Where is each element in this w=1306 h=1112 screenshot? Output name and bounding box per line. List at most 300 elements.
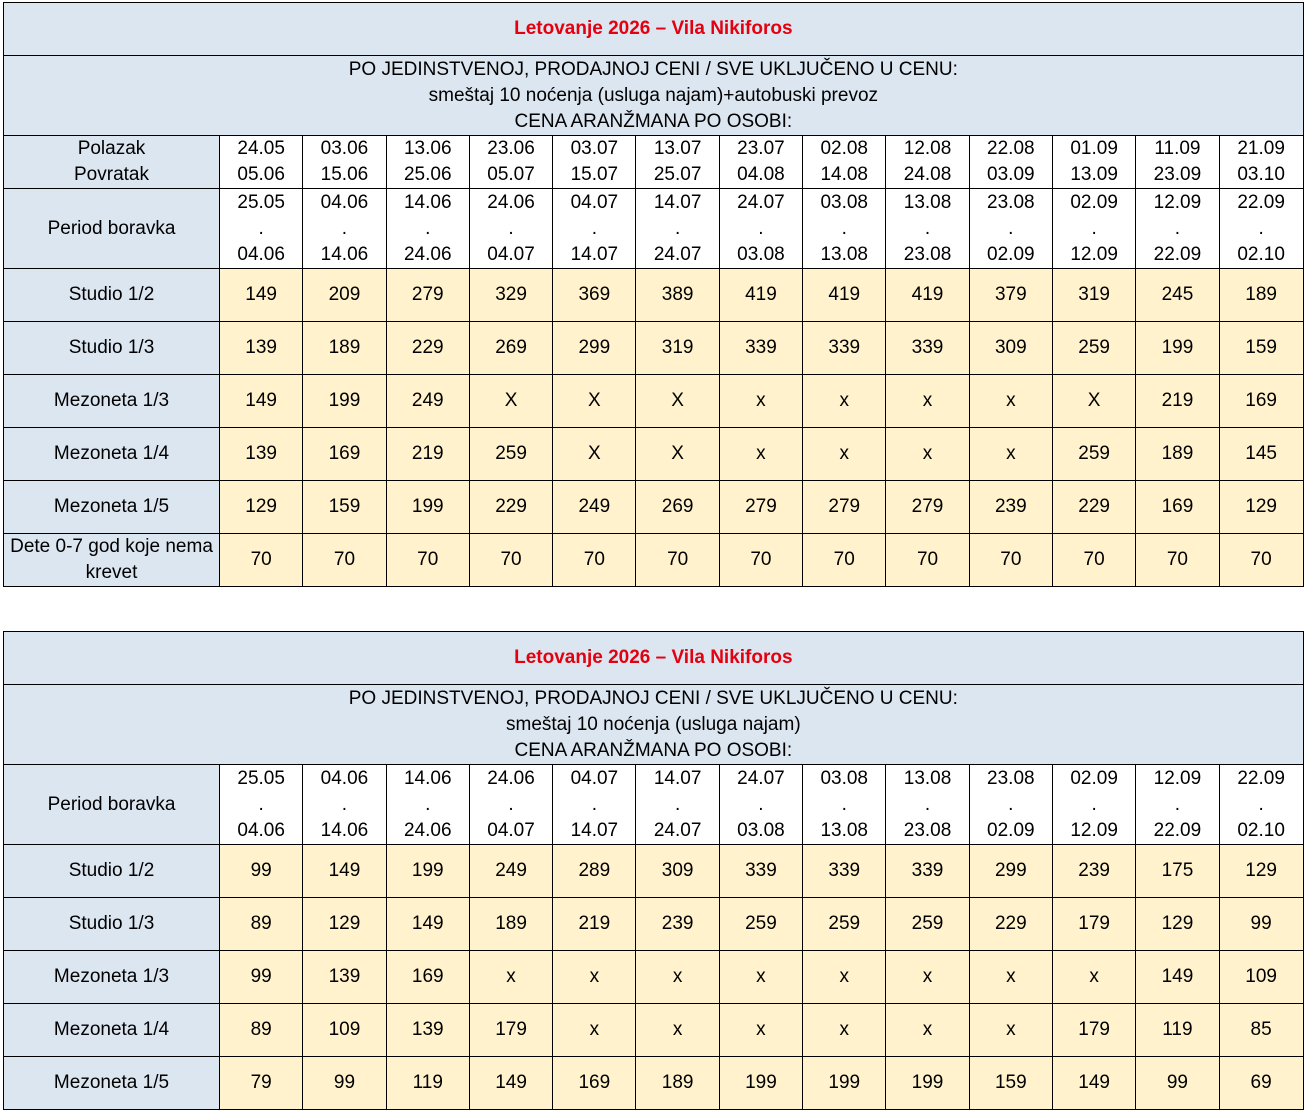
price-cell: 70: [803, 534, 886, 587]
period-from: 24.06: [487, 767, 535, 789]
price-cell: 229: [1052, 481, 1135, 534]
price-cell: 339: [803, 322, 886, 375]
return-label: Povratak: [74, 164, 149, 185]
table-title: Letovanje 2026 – Vila Nikiforos: [4, 632, 1304, 685]
departure-return-label: [4, 136, 220, 189]
table-row: [4, 1057, 1304, 1110]
period-to: 24.06: [403, 819, 452, 841]
room-type-label: Dete 0-7 god koje nema krevet: [4, 534, 220, 587]
departure-return-cell: [303, 136, 386, 189]
subtitle-line: PO JEDINSTVENOJ, PRODAJNOJ CENI / SVE UKLJUČENO U CENU:: [348, 58, 958, 80]
price-cell: 189: [1136, 428, 1219, 481]
price-cell: 70: [220, 534, 303, 587]
price-cell: 139: [386, 1004, 469, 1057]
price-cell: 259: [1052, 322, 1135, 375]
period-from: 03.08: [820, 191, 868, 213]
subtitle-line: smeštaj 10 noćenja (usluga najam): [506, 713, 801, 735]
room-type-label: Mezoneta 1/5: [4, 1057, 220, 1110]
price-cell: 70: [969, 534, 1052, 587]
price-cell: 229: [469, 481, 552, 534]
price-cell: 99: [1219, 898, 1303, 951]
price-cell: 70: [719, 534, 802, 587]
room-type-label: Mezoneta 1/3: [4, 951, 220, 1004]
period-cell: [636, 189, 719, 269]
departure-return-cell: [1219, 136, 1303, 189]
price-cell: 159: [303, 481, 386, 534]
return-date: 05.07: [487, 164, 535, 185]
period-cell: [719, 765, 802, 845]
room-type-label: Studio 1/3: [4, 322, 220, 375]
departure-date: 03.06: [320, 138, 369, 159]
price-cell: 149: [220, 269, 303, 322]
price-cell: 229: [386, 322, 469, 375]
price-cell: 129: [1219, 481, 1303, 534]
price-cell: 229: [969, 898, 1052, 951]
period-cell: [469, 765, 552, 845]
price-cell: 179: [1052, 1004, 1135, 1057]
period-to: 14.07: [570, 819, 619, 841]
period-cell: [1136, 189, 1219, 269]
period-cell: [303, 765, 386, 845]
price-cell: 339: [886, 845, 969, 898]
period-cell: [386, 189, 469, 269]
price-cell: 89: [220, 1004, 303, 1057]
price-cell: 175: [1136, 845, 1219, 898]
room-type-label: Studio 1/2: [4, 845, 220, 898]
period-to: 04.07: [487, 819, 535, 841]
period-separator: .: [758, 217, 764, 239]
period-label: Period boravka: [4, 765, 220, 845]
period-from: 22.09: [1237, 191, 1285, 213]
period-from: 14.07: [653, 767, 702, 789]
price-cell: 209: [303, 269, 386, 322]
departure-return-row: [4, 136, 1304, 189]
price-cell: 239: [1052, 845, 1135, 898]
price-cell: 149: [469, 1057, 552, 1110]
price-cell: 419: [886, 269, 969, 322]
price-cell: 299: [969, 845, 1052, 898]
price-cell: 139: [220, 428, 303, 481]
price-cell: 179: [1052, 898, 1135, 951]
period-cell: [886, 189, 969, 269]
price-cell: x: [803, 951, 886, 1004]
price-cell: 99: [303, 1057, 386, 1110]
price-cell: 269: [469, 322, 552, 375]
period-to: 24.07: [653, 819, 702, 841]
price-cell: 70: [469, 534, 552, 587]
price-cell: x: [636, 951, 719, 1004]
price-cell: x: [719, 1004, 802, 1057]
period-label: Period boravka: [4, 189, 220, 269]
price-cell: 199: [386, 845, 469, 898]
period-to: 02.10: [1237, 819, 1285, 841]
period-from: 13.08: [903, 191, 952, 213]
price-cell: 379: [969, 269, 1052, 322]
price-cell: 149: [220, 375, 303, 428]
price-cell: 339: [719, 845, 802, 898]
return-date: 15.06: [320, 164, 369, 185]
price-cell: 199: [886, 1057, 969, 1110]
period-separator: .: [1174, 217, 1181, 239]
room-type-label: Mezoneta 1/3: [4, 375, 220, 428]
price-cell: 279: [719, 481, 802, 534]
price-cell: 149: [303, 845, 386, 898]
price-cell: 189: [469, 898, 552, 951]
departure-label: Polazak: [77, 138, 146, 159]
price-cell: x: [969, 428, 1052, 481]
price-cell: 70: [1219, 534, 1303, 587]
price-cell: 199: [1136, 322, 1219, 375]
period-separator: .: [591, 793, 597, 815]
price-cell: 339: [886, 322, 969, 375]
period-separator: .: [591, 217, 597, 239]
price-cell: x: [636, 1004, 719, 1057]
period-separator: .: [674, 793, 681, 815]
period-to: 04.06: [237, 243, 285, 265]
price-cell: 279: [803, 481, 886, 534]
price-cell: 259: [469, 428, 552, 481]
return-date: 05.06: [237, 164, 285, 185]
period-to: 12.09: [1070, 819, 1118, 841]
price-cell: 79: [220, 1057, 303, 1110]
price-cell: 309: [969, 322, 1052, 375]
period-from: 25.05: [237, 767, 285, 789]
price-cell: 99: [220, 845, 303, 898]
table-row: [4, 845, 1304, 898]
table-row: [4, 322, 1304, 375]
subtitle-row: [4, 685, 1304, 765]
price-cell: 219: [1136, 375, 1219, 428]
price-cell: 119: [1136, 1004, 1219, 1057]
price-cell: x: [803, 428, 886, 481]
period-cell: [969, 765, 1052, 845]
table-subtitle: [4, 56, 1304, 136]
period-to: 24.06: [403, 243, 452, 265]
price-cell: 419: [719, 269, 802, 322]
price-cell: 339: [719, 322, 802, 375]
table-row: [4, 1004, 1304, 1057]
return-date: 23.09: [1153, 164, 1202, 185]
period-to: 14.07: [570, 243, 619, 265]
price-cell: 199: [803, 1057, 886, 1110]
period-separator: .: [1008, 793, 1014, 815]
price-cell: x: [969, 1004, 1052, 1057]
price-cell: 199: [719, 1057, 802, 1110]
room-type-label: Studio 1/3: [4, 898, 220, 951]
price-cell: X: [469, 375, 552, 428]
departure-date: 12.08: [903, 138, 952, 159]
period-cell: [386, 765, 469, 845]
price-cell: x: [886, 375, 969, 428]
price-cell: 70: [636, 534, 719, 587]
room-type-label: Mezoneta 1/5: [4, 481, 220, 534]
price-cell: 259: [886, 898, 969, 951]
price-cell: 169: [553, 1057, 636, 1110]
price-cell: 259: [719, 898, 802, 951]
period-from: 24.07: [737, 191, 785, 213]
departure-return-cell: [386, 136, 469, 189]
period-from: 22.09: [1237, 767, 1285, 789]
subtitle-line: smeštaj 10 noćenja (usluga najam)+autobuski prevoz: [428, 84, 879, 106]
return-date: 25.07: [653, 164, 702, 185]
period-row: [4, 765, 1304, 845]
price-cell: 70: [1052, 534, 1135, 587]
period-separator: .: [924, 217, 931, 239]
table-row: [4, 951, 1304, 1004]
price-cell: 129: [303, 898, 386, 951]
price-cell: 139: [303, 951, 386, 1004]
price-cell: X: [553, 375, 636, 428]
departure-date: 03.07: [570, 138, 619, 159]
price-cell: 389: [636, 269, 719, 322]
departure-date: 11.09: [1154, 138, 1201, 159]
period-to: 22.09: [1153, 243, 1202, 265]
price-cell: 189: [636, 1057, 719, 1110]
period-row: [4, 189, 1304, 269]
departure-date: 02.08: [820, 138, 868, 159]
price-cell: x: [1052, 951, 1135, 1004]
period-to: 03.08: [737, 243, 785, 265]
period-cell: [886, 765, 969, 845]
period-cell: [1219, 765, 1303, 845]
price-cell: 109: [1219, 951, 1303, 1004]
price-cell: x: [886, 1004, 969, 1057]
price-cell: 219: [386, 428, 469, 481]
table-row: [4, 269, 1304, 322]
period-to: 04.06: [237, 819, 285, 841]
period-separator: .: [1174, 793, 1181, 815]
return-date: 15.07: [570, 164, 619, 185]
price-cell: 159: [1219, 322, 1303, 375]
period-separator: .: [258, 793, 264, 815]
departure-date: 21.09: [1237, 138, 1285, 159]
price-cell: 129: [1136, 898, 1219, 951]
return-date: 03.10: [1237, 164, 1285, 185]
table-row: [4, 534, 1304, 587]
table-row: [4, 898, 1304, 951]
price-cell: 149: [1052, 1057, 1135, 1110]
price-cell: 319: [636, 322, 719, 375]
period-separator: .: [758, 793, 764, 815]
period-from: 14.06: [403, 767, 452, 789]
period-to: 02.09: [987, 243, 1035, 265]
price-cell: 249: [469, 845, 552, 898]
period-to: 24.07: [653, 243, 702, 265]
price-cell: 149: [386, 898, 469, 951]
price-cell: x: [969, 375, 1052, 428]
period-separator: .: [341, 217, 348, 239]
room-type-label: Studio 1/2: [4, 269, 220, 322]
period-from: 04.07: [570, 767, 619, 789]
period-separator: .: [1091, 217, 1097, 239]
period-cell: [1052, 189, 1135, 269]
price-cell: X: [553, 428, 636, 481]
table-row: [4, 428, 1304, 481]
table-subtitle: [4, 685, 1304, 765]
period-cell: [553, 765, 636, 845]
price-cell: 169: [1136, 481, 1219, 534]
price-cell: 70: [1136, 534, 1219, 587]
price-cell: 309: [636, 845, 719, 898]
period-from: 24.06: [487, 191, 535, 213]
period-cell: [1052, 765, 1135, 845]
table-row: [4, 481, 1304, 534]
price-cell: 89: [220, 898, 303, 951]
period-separator: .: [1258, 217, 1264, 239]
period-separator: .: [674, 217, 681, 239]
price-cell: 129: [1219, 845, 1303, 898]
period-cell: [969, 189, 1052, 269]
period-separator: .: [924, 793, 931, 815]
period-to: 22.09: [1153, 819, 1202, 841]
period-to: 04.07: [487, 243, 535, 265]
period-to: 14.06: [320, 243, 369, 265]
departure-date: 13.06: [403, 138, 452, 159]
departure-return-cell: [719, 136, 802, 189]
price-cell: 70: [886, 534, 969, 587]
period-from: 02.09: [1070, 767, 1118, 789]
period-cell: [469, 189, 552, 269]
period-cell: [220, 765, 303, 845]
departure-return-cell: [1136, 136, 1219, 189]
price-cell: 245: [1136, 269, 1219, 322]
period-separator: .: [841, 793, 847, 815]
price-cell: x: [553, 951, 636, 1004]
departure-return-cell: [1052, 136, 1135, 189]
price-cell: 339: [803, 845, 886, 898]
period-from: 03.08: [820, 767, 868, 789]
period-cell: [1136, 765, 1219, 845]
departure-date: 23.06: [487, 138, 535, 159]
price-cell: x: [803, 1004, 886, 1057]
return-date: 24.08: [903, 164, 952, 185]
price-cell: 369: [553, 269, 636, 322]
price-cell: 69: [1219, 1057, 1303, 1110]
departure-return-cell: [469, 136, 552, 189]
departure-return-cell: [803, 136, 886, 189]
room-type-label: Mezoneta 1/4: [4, 428, 220, 481]
price-cell: 70: [303, 534, 386, 587]
departure-date: 01.09: [1070, 138, 1118, 159]
period-cell: [303, 189, 386, 269]
price-cell: x: [719, 951, 802, 1004]
return-date: 25.06: [403, 164, 452, 185]
subtitle-row: [4, 56, 1304, 136]
price-cell: 279: [886, 481, 969, 534]
period-from: 14.06: [403, 191, 452, 213]
price-cell: 99: [220, 951, 303, 1004]
subtitle-line: PO JEDINSTVENOJ, PRODAJNOJ CENI / SVE UKLJUČENO U CENU:: [348, 687, 958, 709]
price-cell: 239: [636, 898, 719, 951]
departure-date: 24.05: [237, 138, 285, 159]
price-cell: 189: [303, 322, 386, 375]
price-cell: 249: [386, 375, 469, 428]
price-cell: 129: [220, 481, 303, 534]
period-to: 03.08: [737, 819, 785, 841]
period-separator: .: [1091, 793, 1097, 815]
price-cell: x: [803, 375, 886, 428]
departure-return-cell: [636, 136, 719, 189]
price-table-with-transport: [3, 2, 1304, 587]
price-cell: 70: [386, 534, 469, 587]
price-cell: 269: [636, 481, 719, 534]
price-cell: x: [469, 951, 552, 1004]
price-cell: 169: [1219, 375, 1303, 428]
price-cell: 249: [553, 481, 636, 534]
period-cell: [220, 189, 303, 269]
price-cell: 85: [1219, 1004, 1303, 1057]
period-separator: .: [1258, 793, 1264, 815]
period-separator: .: [425, 793, 431, 815]
period-cell: [803, 189, 886, 269]
period-separator: .: [841, 217, 847, 239]
price-cell: 145: [1219, 428, 1303, 481]
period-to: 13.08: [820, 819, 868, 841]
price-cell: 159: [969, 1057, 1052, 1110]
period-from: 02.09: [1070, 191, 1118, 213]
departure-return-cell: [220, 136, 303, 189]
price-cell: 119: [386, 1057, 469, 1110]
period-from: 04.07: [570, 191, 619, 213]
subtitle-line: CENA ARANŽMANA PO OSOBI:: [514, 739, 793, 761]
period-to: 13.08: [820, 243, 868, 265]
period-separator: .: [508, 793, 514, 815]
price-cell: x: [886, 951, 969, 1004]
table-row: [4, 375, 1304, 428]
period-cell: [719, 189, 802, 269]
price-cell: 299: [553, 322, 636, 375]
price-cell: 189: [1219, 269, 1303, 322]
period-from: 12.09: [1153, 767, 1202, 789]
price-cell: 139: [220, 322, 303, 375]
period-to: 23.08: [903, 243, 952, 265]
period-from: 23.08: [987, 767, 1035, 789]
price-cell: X: [636, 375, 719, 428]
price-cell: 169: [386, 951, 469, 1004]
period-separator: .: [341, 793, 348, 815]
departure-return-cell: [553, 136, 636, 189]
price-cell: 259: [1052, 428, 1135, 481]
return-date: 04.08: [737, 164, 785, 185]
price-cell: 199: [386, 481, 469, 534]
price-cell: x: [553, 1004, 636, 1057]
departure-return-cell: [969, 136, 1052, 189]
period-from: 14.07: [653, 191, 702, 213]
price-cell: x: [969, 951, 1052, 1004]
room-type-label: Mezoneta 1/4: [4, 1004, 220, 1057]
period-separator: .: [508, 217, 514, 239]
period-from: 04.06: [320, 191, 369, 213]
title-row: [4, 632, 1304, 685]
price-cell: X: [636, 428, 719, 481]
price-cell: x: [886, 428, 969, 481]
period-from: 04.06: [320, 767, 369, 789]
title-row: [4, 3, 1304, 56]
period-from: 13.08: [903, 767, 952, 789]
period-to: 02.10: [1237, 243, 1285, 265]
price-cell: 239: [969, 481, 1052, 534]
period-separator: .: [425, 217, 431, 239]
period-separator: .: [1008, 217, 1014, 239]
price-cell: 219: [553, 898, 636, 951]
price-cell: 109: [303, 1004, 386, 1057]
period-separator: .: [258, 217, 264, 239]
price-cell: 149: [1136, 951, 1219, 1004]
departure-date: 23.07: [737, 138, 785, 159]
price-cell: 70: [553, 534, 636, 587]
price-cell: 419: [803, 269, 886, 322]
period-from: 23.08: [987, 191, 1035, 213]
